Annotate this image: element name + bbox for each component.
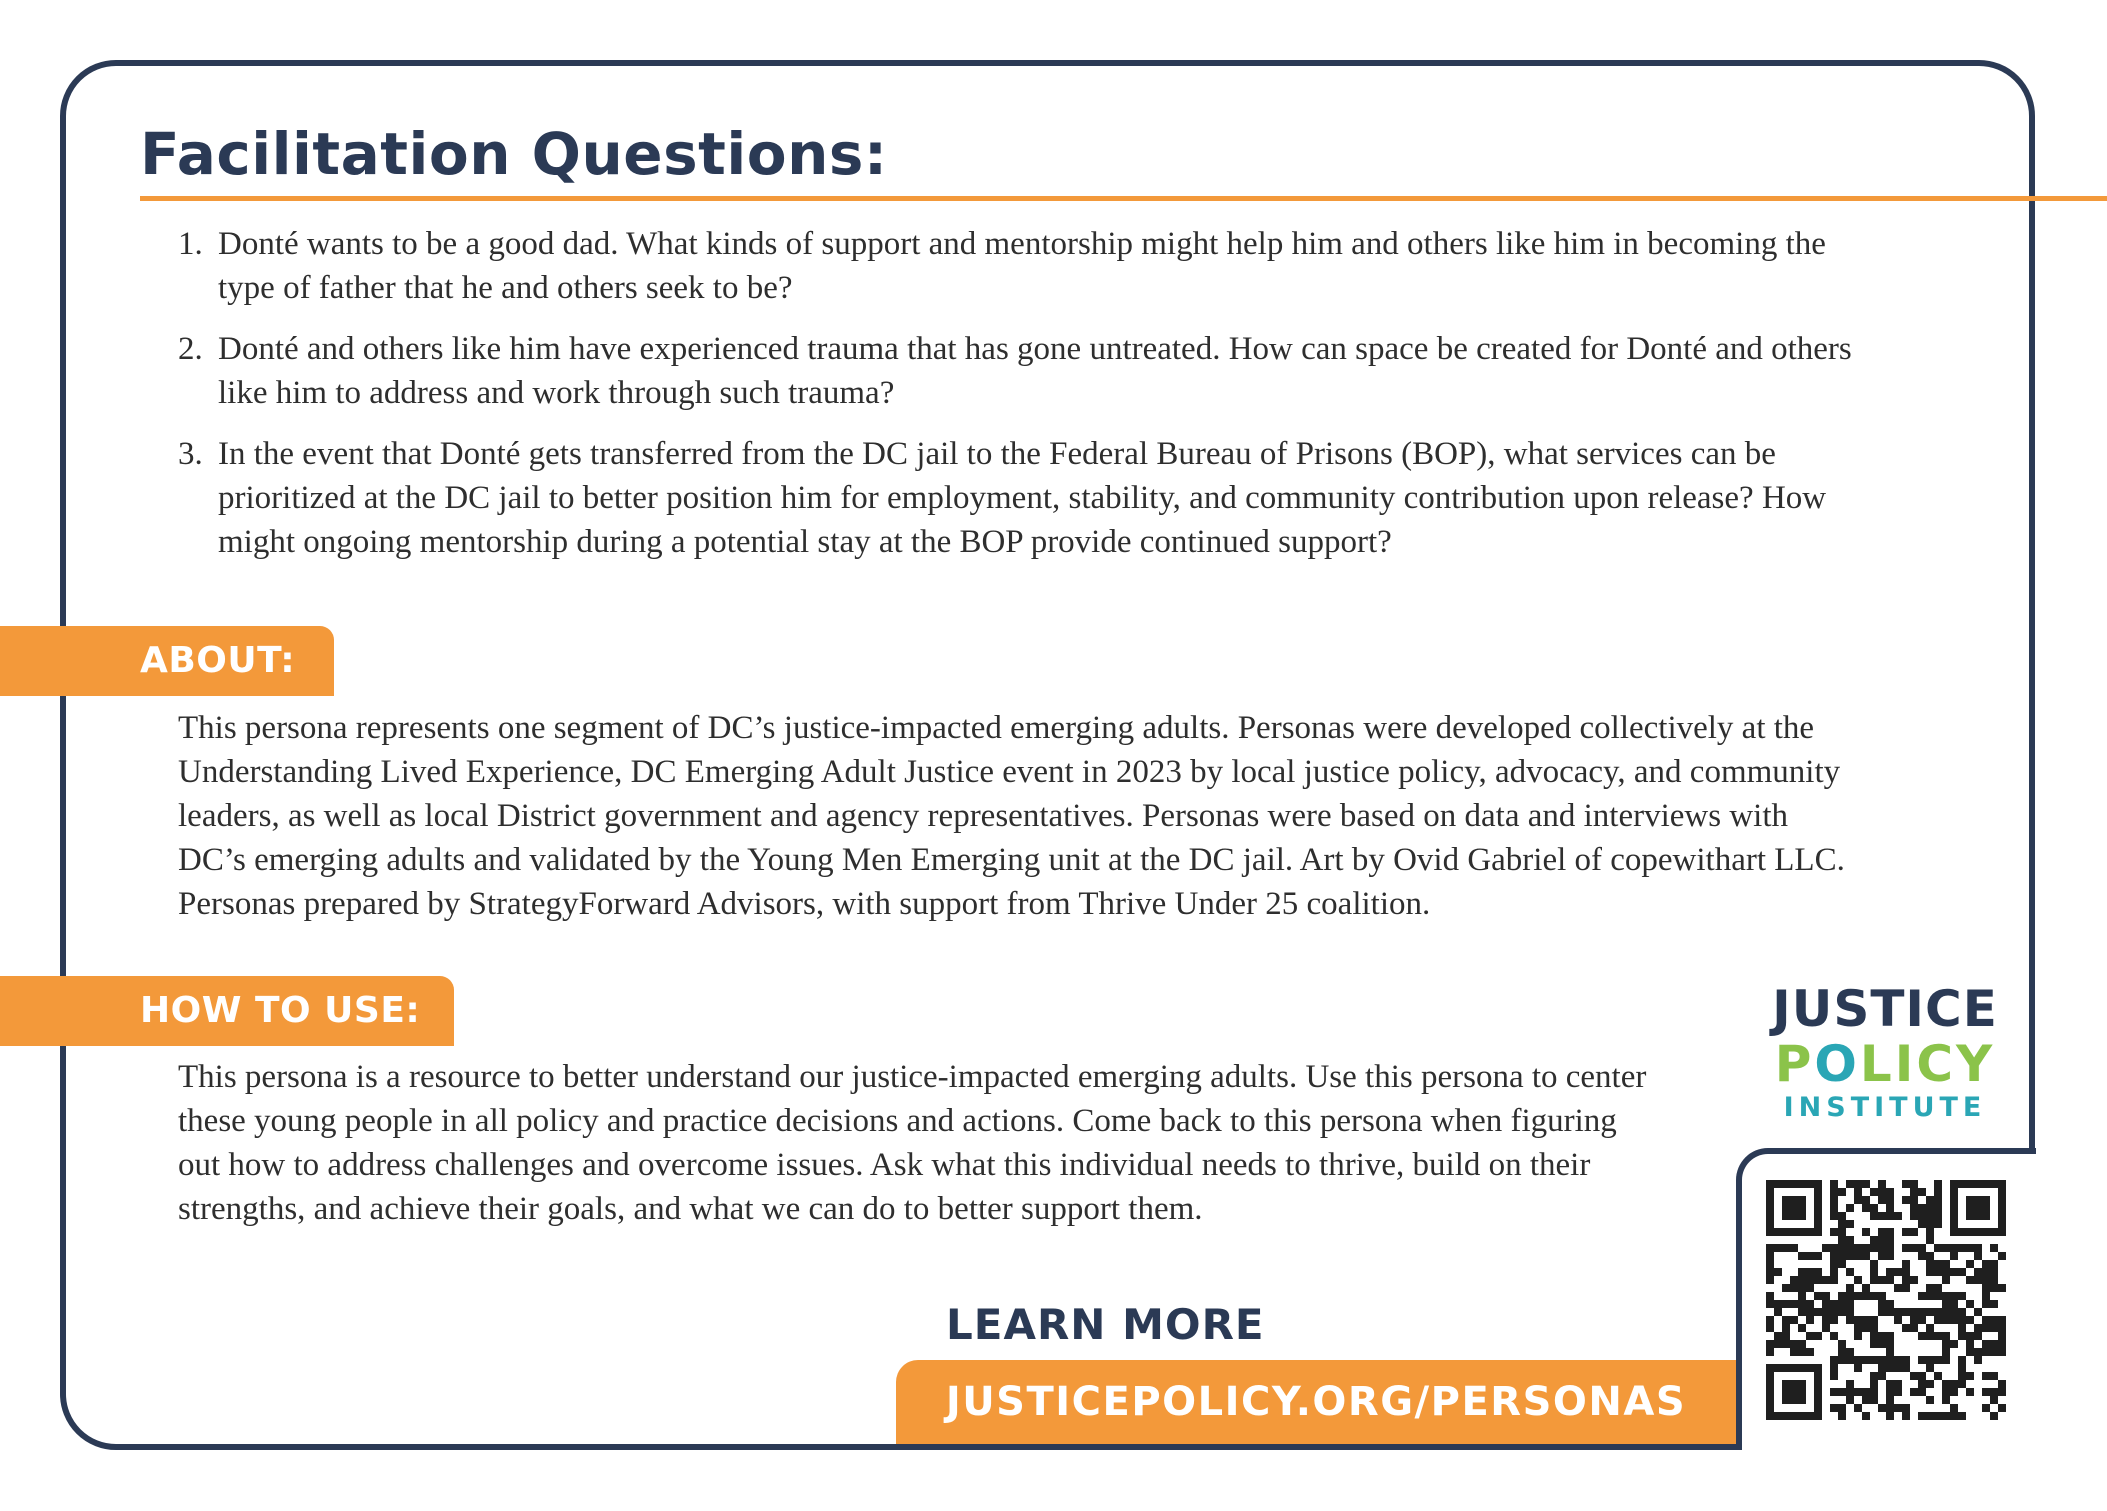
justice-policy-institute-logo [1760,982,2010,1124]
logo-letter-p: P [1774,1035,1815,1093]
question-text: Donté wants to be a good dad. What kinds of support and mentorship might help him and others like him in becoming the type of father that he and others seek to be? [218,226,1826,306]
question-number: 2. [178,331,203,367]
list-item [178,222,1858,310]
logo-letter-o: O [1814,1035,1860,1093]
question-number: 3. [178,436,203,472]
logo-line-policy [1760,1036,2010,1092]
logo-line-justice: JUSTICE [1772,980,1998,1038]
logo-letters-licy: LICY [1859,1035,1996,1093]
title-divider [140,196,2107,201]
list-item [178,327,1858,415]
list-item [178,432,1858,564]
qr-code-icon[interactable] [1766,1180,2006,1420]
about-heading: ABOUT: [0,626,334,696]
question-number: 1. [178,226,203,262]
logo-line-institute: INSTITUTE [1783,1092,1987,1123]
question-text: Donté and others like him have experienced trauma that has gone untreated. How can space be created for Donté and others like him to address and work through such trauma? [218,331,1852,411]
about-paragraph: This persona represents one segment of DC’s justice-impacted emerging adults. Personas were developed collectively at the Understanding Lived Experience, DC Emerging Adult Justice event in 2023 by local justice policy, advocacy, and community leaders, as well as local District government and agency representatives. Personas were based on data and interviews with DC’s emerging adults and validated by the Young Men Emerging unit at the DC jail. Art by Ovid Gabriel of copewithart LLC. Personas prepared by StrategyForward Advisors, with support from Thrive Under 25 coalition. [178,710,1845,922]
how-to-use-paragraph: This persona is a resource to better understand our justice-impacted emerging adults. Use this persona to center these young people in all policy and practice decisions and actions. Come back to this persona when figuring out how to address challenges and overcome issues. Ask what this individual needs to thrive, build on their strengths, and achieve their goals, and what we can do to better support them. [178,1059,1647,1227]
page-title: Facilitation Questions: [140,120,888,188]
learn-more-heading: LEARN MORE [946,1300,1265,1349]
how-to-use-heading: HOW TO USE: [0,976,454,1046]
question-list [178,222,1858,581]
question-text: In the event that Donté gets transferred from the DC jail to the Federal Bureau of Prisons (BOP), what services can be prioritized at the DC jail to better position him for employment, stability, and community contribution upon release? How might ongoing mentorship during a potential stay at the BOP provide continued support? [218,436,1827,560]
personas-url-link[interactable]: JUSTICEPOLICY.ORG/PERSONAS [896,1360,1736,1444]
